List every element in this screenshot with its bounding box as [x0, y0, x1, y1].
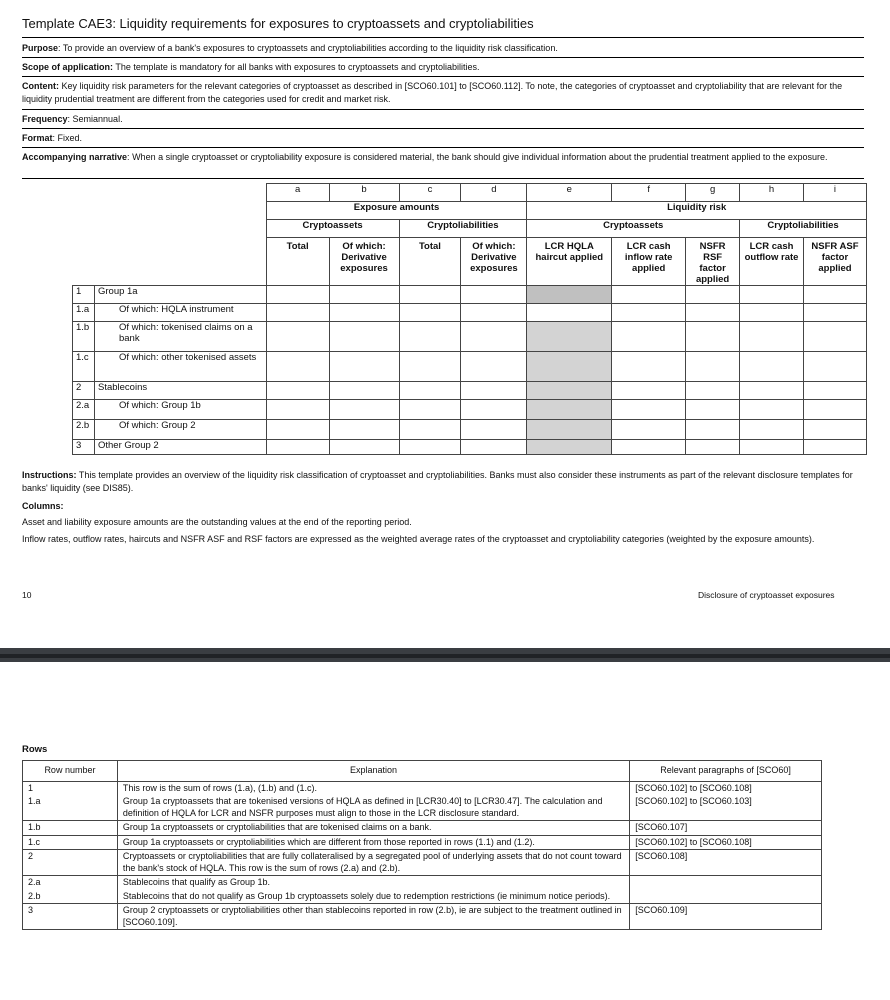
table-row: [73, 400, 867, 420]
row-reference: [SCO60.102] to [SCO60.103]: [630, 795, 822, 821]
column-header: Relevant paragraphs of [SCO60]: [630, 761, 822, 782]
row-label: Group 1a: [94, 286, 266, 304]
row-reference: [SCO60.102] to [SCO60.108]: [630, 781, 822, 795]
instructions-label: Instructions:: [22, 470, 77, 480]
table-row: [23, 821, 822, 836]
row-explanation: Group 1a cryptoassets that are tokenised versions of HQLA as defined in [LCR30.40] to [LCR30.47]. The calculation and definition of HQLA for LCR and NSFR purposes must align to those in the LCR disclosure standard.: [117, 795, 629, 821]
row-number: 1.a: [73, 304, 95, 322]
table-row: [23, 876, 822, 890]
row-label: Stablecoins: [94, 382, 266, 400]
rows-heading: Rows: [22, 744, 48, 755]
table-row: [73, 382, 867, 400]
col-letter: h: [740, 184, 804, 202]
row-explanation: Stablecoins that do not qualify as Group 1b cryptoassets solely due to redemption restrictions (ie minimum notice periods).: [117, 890, 629, 904]
row-reference: [SCO60.108]: [630, 850, 822, 876]
row-number: 1.b: [73, 322, 95, 352]
row-number: 1.c: [73, 352, 95, 382]
table-row: [73, 286, 867, 304]
divider: [22, 178, 864, 179]
columns-label: Columns: [22, 501, 61, 511]
divider: [22, 57, 864, 58]
divider: [22, 147, 864, 148]
page-bottom: [0, 662, 890, 1000]
row-number: 1: [73, 286, 95, 304]
col-letter: i: [803, 184, 866, 202]
rows-table: [22, 760, 822, 930]
content-label: Content:: [22, 81, 59, 91]
content-text: Key liquidity risk parameters for the relevant categories of cryptoasset as described in [SCO60.101] to [SCO60.112]. To note, the categories of cryptoasset and cryptoliability that are relevant for the liquidity prudential treatment are different from the categories used for credit and market risk.: [22, 81, 843, 104]
instructions: [22, 469, 867, 495]
row-number: 1.b: [23, 821, 118, 836]
row-reference: [630, 876, 822, 890]
row-explanation: Stablecoins that qualify as Group 1b.: [117, 876, 629, 890]
cryptoassets-header: Cryptoassets: [527, 220, 740, 238]
row-reference: [SCO60.109]: [630, 904, 822, 930]
table-row: [73, 440, 867, 455]
row-reference: [SCO60.107]: [630, 821, 822, 836]
row-reference: [SCO60.102] to [SCO60.108]: [630, 835, 822, 850]
format-line: Format: Fixed.: [22, 133, 83, 143]
columns-heading: Columns:: [22, 501, 64, 511]
group-header-row: [73, 202, 867, 220]
purpose-line: Purpose: To provide an overview of a bank's exposures to cryptoassets and cryptoliabilities according to the liquidity risk classification.: [22, 43, 558, 53]
cryptoliabilities-header: Cryptoliabilities: [740, 220, 867, 238]
table-row: [73, 304, 867, 322]
frequency-label: Frequency: [22, 114, 68, 124]
divider: [22, 76, 864, 77]
row-reference: [630, 890, 822, 904]
row-label: Other Group 2: [94, 440, 266, 455]
columns-paragraph: Inflow rates, outflow rates, haircuts and NSFR ASF and RSF factors are expressed as the weighted average rates of the cryptoasset and cryptoliability categories (weighted by the exposure amounts).: [22, 534, 815, 544]
row-number: 2.b: [73, 420, 95, 440]
col-letter: g: [686, 184, 740, 202]
subgroup-header-row: [73, 220, 867, 238]
table-row: [23, 795, 822, 821]
rows-table-header: [23, 761, 822, 782]
divider: [22, 109, 864, 110]
row-number: 2.b: [23, 890, 118, 904]
purpose-label: Purpose: [22, 43, 59, 53]
format-text: Fixed.: [57, 133, 83, 143]
narrative-text: When a single cryptoasset or cryptoliability exposure is considered material, the bank should give individual information about the prudential treatment applied to the exposure.: [132, 152, 828, 162]
scope-line: [22, 61, 864, 74]
purpose-text: To provide an overview of a bank's exposures to cryptoassets and cryptoliabilities according to the liquidity risk classification.: [62, 43, 558, 53]
row-explanation: Group 2 cryptoassets or cryptoliabilities other than stablecoins reported in row (2.b), ie are subject to the treatment outlined in [SCO60.109].: [117, 904, 629, 930]
row-label: Of which: HQLA instrument: [94, 304, 266, 322]
col-letter: e: [527, 184, 612, 202]
scope-text: The template is mandatory for all banks with exposures to cryptoassets and cryptoliabilities.: [115, 62, 480, 72]
column-header: LCR cash outflow rate: [740, 238, 804, 286]
table-row: [23, 890, 822, 904]
col-letter: c: [399, 184, 461, 202]
table-row: [23, 835, 822, 850]
column-header: Row number: [23, 761, 118, 782]
divider: [22, 37, 864, 38]
frequency-line: Frequency: Semiannual.: [22, 114, 123, 124]
column-header: Total: [266, 238, 329, 286]
footer-section: Disclosure of cryptoasset exposures: [698, 590, 835, 600]
instructions-text: This template provides an overview of the liquidity risk classification of cryptoasset and cryptoliabilities. Banks must also consider these instruments as part of the relevant disclosure templates for banks' liquidity (see DIS85).: [22, 470, 853, 493]
columns-paragraph: Asset and liability exposure amounts are the outstanding values at the end of the reporting period.: [22, 517, 412, 527]
frequency-text: Semiannual.: [72, 114, 123, 124]
scope-label: Scope of application:: [22, 62, 114, 72]
column-letter-row: [73, 184, 867, 202]
row-explanation: Group 1a cryptoassets or cryptoliabilities that are tokenised claims on a bank.: [117, 821, 629, 836]
row-label: Of which: tokenised claims on a bank: [94, 322, 266, 352]
column-header: NSFR RSF factor applied: [686, 238, 740, 286]
table-row: [73, 322, 867, 352]
cryptoliabilities-header: Cryptoliabilities: [399, 220, 527, 238]
row-explanation: Group 1a cryptoassets or cryptoliabilities which are different from those reported in rows (1.1) and (1.2).: [117, 835, 629, 850]
page-break: [0, 648, 890, 662]
row-number: 2.a: [23, 876, 118, 890]
column-header: Total: [399, 238, 461, 286]
page-number: 10: [22, 590, 32, 600]
row-number: 1.a: [23, 795, 118, 821]
row-number: 3: [23, 904, 118, 930]
row-number: 3: [73, 440, 95, 455]
liquidity-table: [72, 183, 867, 455]
row-number: 1: [23, 781, 118, 795]
col-letter: d: [461, 184, 527, 202]
col-letter: b: [329, 184, 399, 202]
column-header: Of which: Derivative exposures: [329, 238, 399, 286]
table-row: [23, 850, 822, 876]
table-row: [23, 781, 822, 795]
row-explanation: Cryptoassets or cryptoliabilities that are fully collateralised by a segregated pool of underlying assets that do not count toward the bank's stock of HQLA. This row is the sum of rows (2.a) and (2.b).: [117, 850, 629, 876]
column-header-row: [73, 238, 867, 286]
row-explanation: This row is the sum of rows (1.a), (1.b) and (1.c).: [117, 781, 629, 795]
table-row: [23, 904, 822, 930]
row-number: 2: [23, 850, 118, 876]
divider: [22, 128, 864, 129]
row-number: 2: [73, 382, 95, 400]
liquidity-risk-header: Liquidity risk: [527, 202, 867, 220]
table-row: [73, 420, 867, 440]
format-label: Format: [22, 133, 53, 143]
cryptoassets-header: Cryptoassets: [266, 220, 399, 238]
content-line: [22, 80, 864, 106]
column-header: Explanation: [117, 761, 629, 782]
row-label: Of which: Group 1b: [94, 400, 266, 420]
table-row: [73, 352, 867, 382]
row-label: Of which: Group 2: [94, 420, 266, 440]
row-number: 1.c: [23, 835, 118, 850]
col-letter: f: [612, 184, 686, 202]
column-header: Of which: Derivative exposures: [461, 238, 527, 286]
column-header: LCR cash inflow rate applied: [612, 238, 686, 286]
row-label: Of which: other tokenised assets: [94, 352, 266, 382]
column-header: LCR HQLA haircut applied: [527, 238, 612, 286]
col-letter: a: [266, 184, 329, 202]
exposure-amounts-header: Exposure amounts: [266, 202, 527, 220]
narrative-label: Accompanying narrative: [22, 152, 128, 162]
narrative-line: Accompanying narrative: When a single cryptoasset or cryptoliability exposure is considered material, the bank should give individual information about the prudential treatment applied to the exposure.: [22, 152, 828, 162]
page-title: Template CAE3: Liquidity requirements for exposures to cryptoassets and cryptoliabilities: [22, 16, 534, 31]
row-number: 2.a: [73, 400, 95, 420]
column-header: NSFR ASF factor applied: [803, 238, 866, 286]
